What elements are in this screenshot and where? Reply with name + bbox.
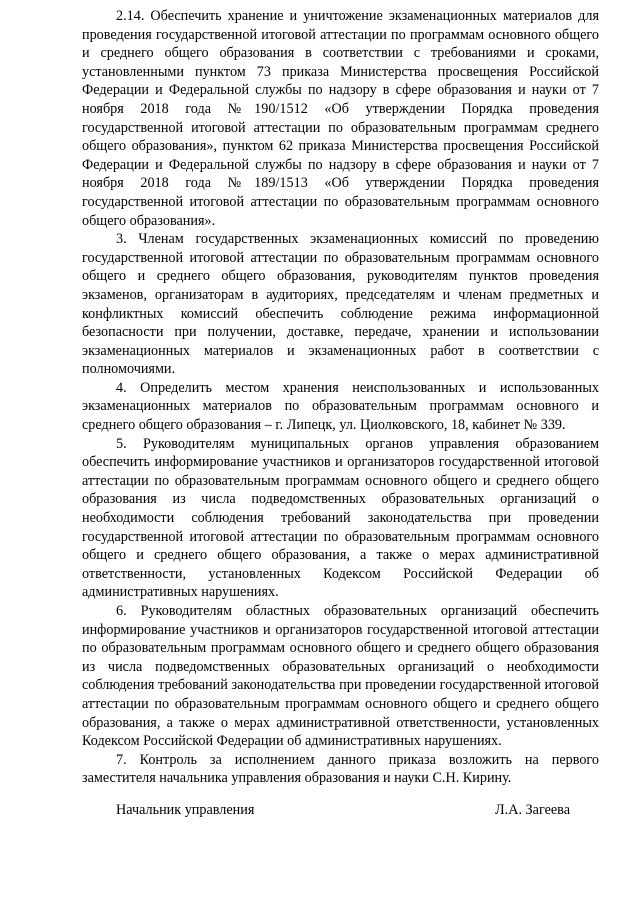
paragraph-3: 3. Членам государственных экзаменационных комиссий по проведению государственной итоговой аттестации по образовательным программам основного общего и среднего общего образования, руководителям пунктов проведения экзаменов, организаторам в аудиториях, председателям и членам предметных и конфликтных комиссий обеспечить соблюдение режима информационной безопасности при получении, доставке, передаче, хранении и использовании экзаменационных материалов и экзаменационных работ в соответствии с полномочиями. xyxy=(82,231,599,378)
signatory-title: Начальник управления xyxy=(116,802,255,818)
paragraph-6: 6. Руководителям областных образовательных организаций обеспечить информирование участников и организаторов государственной итоговой аттестации по образовательным программам основного общего и среднего общего образования из числа подведомственных образовательных организаций о необходимости соблюдения требований законодательства при проведении государственной итоговой аттестации по образовательным программам основного общего и среднего общего образования, а также о мерах административной ответственности, установленных Кодексом Российской Федерации об административных нарушениях. xyxy=(82,603,599,750)
paragraph-7: 7. Контроль за исполнением данного приказа возложить на первого заместителя начальника управления образования и науки С.Н. Кирину. xyxy=(82,751,599,787)
paragraph-2-14: 2.14. Обеспечить хранение и уничтожение экзаменационных материалов для проведения государственной итоговой аттестации по программам основного общего и среднего общего образования в соответствии с требованиями и сроками, установленными пунктом 73 приказа Министерства просвещения Российской Федерации и Федеральной службы по надзору в сфере образования и науки от 7 ноября 2018 года №190/1512 «Об утверждении Порядка проведения государственной итоговой аттестации по образовательным программам среднего общего образования», пунктом 62 приказа Министерства просвещения Российской Федерации и Федеральной службы по надзору в сфере образования и науки от 7 ноября 2018 года №189/1513 «Об утверждении Порядка проведения государственной итоговой аттестации по образовательным программам основного общего образования». xyxy=(82,8,599,229)
paragraph-5: 5. Руководителям муниципальных органов управления образованием обеспечить информирование участников и организаторов государственной итоговой аттестации по образовательным программам основного общего и среднего общего образования из числа подведомственных образовательных организаций о необходимости соблюдения требований законодательства при проведении государственной итоговой аттестации по образовательным программам основного общего и среднего общего образования, а также о мерах административной ответственности, установленных Кодексом Российской Федерации об административных нарушениях. xyxy=(82,435,599,601)
paragraph-4: 4. Определить местом хранения неиспользованных и использованных экзаменационных материалов по образовательным программам основного и среднего общего образования – г. Липецк, ул. Циолковского, 18, кабинет № 339. xyxy=(82,379,599,434)
document-body xyxy=(82,7,599,788)
signatory-name: Л.А. Загеева xyxy=(495,802,570,818)
